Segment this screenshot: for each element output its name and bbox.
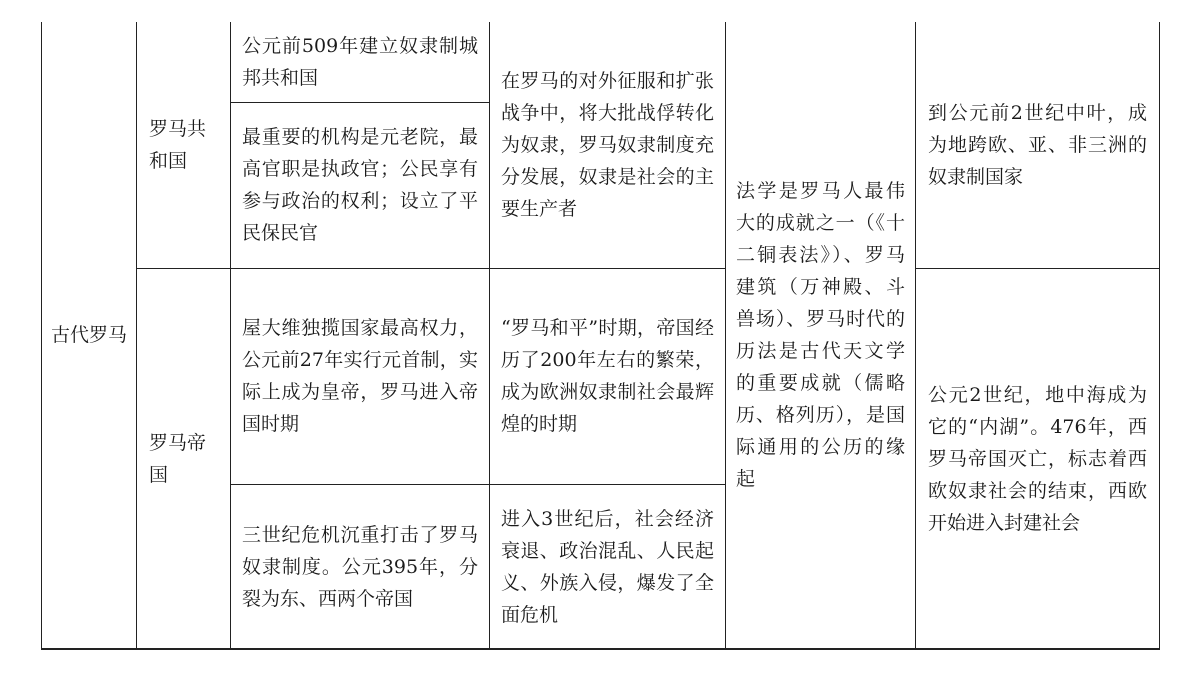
empire-pax-romana-cell: “罗马和平”时期，帝国经历了200年左右的繁荣，成为欧洲奴隶制社会最辉煌的时期 <box>490 268 726 484</box>
ancient-rome-table <box>41 22 1160 650</box>
empire-octavian-cell: 屋大维独揽国家最高权力，公元前27年实行元首制，实际上成为皇帝，罗马进入帝国时期 <box>231 268 490 484</box>
republic-territory-cell: 到公元前2世纪中叶，成为地跨欧、亚、非三洲的奴隶制国家 <box>916 22 1160 268</box>
table-bottom-rule <box>41 648 1159 650</box>
empire-fall-cell: 公元2世纪，地中海成为它的“内湖”。476年，西罗马帝国灭亡，标志着西欧奴隶社会的结束，西欧开始进入封建社会 <box>916 268 1160 649</box>
republic-name-cell: 罗马共和国 <box>137 22 231 268</box>
empire-third-century-cell: 进入3世纪后，社会经济衰退、政治混乱、人民起义、外族入侵，爆发了全面危机 <box>490 484 726 649</box>
empire-name-cell: 罗马帝国 <box>137 268 231 649</box>
republic-founding-cell: 公元前509年建立奴隶制城邦共和国 <box>231 22 490 102</box>
era-cell: 古代罗马 <box>42 22 137 649</box>
republic-slavery-cell: 在罗马的对外征服和扩张战争中，将大批战俘转化为奴隶，罗马奴隶制度充分发展，奴隶是社会的主要生产者 <box>490 22 726 268</box>
culture-cell: 法学是罗马人最伟大的成就之一（《十二铜表法》）、罗马建筑（万神殿、斗兽场）、罗马时代的历法是古代天文学的重要成就（儒略历、格列历），是国际通用的公历的缘起 <box>726 22 916 649</box>
republic-institutions-cell: 最重要的机构是元老院，最高官职是执政官；公民享有参与政治的权利；设立了平民保民官 <box>231 102 490 268</box>
empire-crisis-cell: 三世纪危机沉重打击了罗马奴隶制度。公元395年，分裂为东、西两个帝国 <box>231 484 490 649</box>
